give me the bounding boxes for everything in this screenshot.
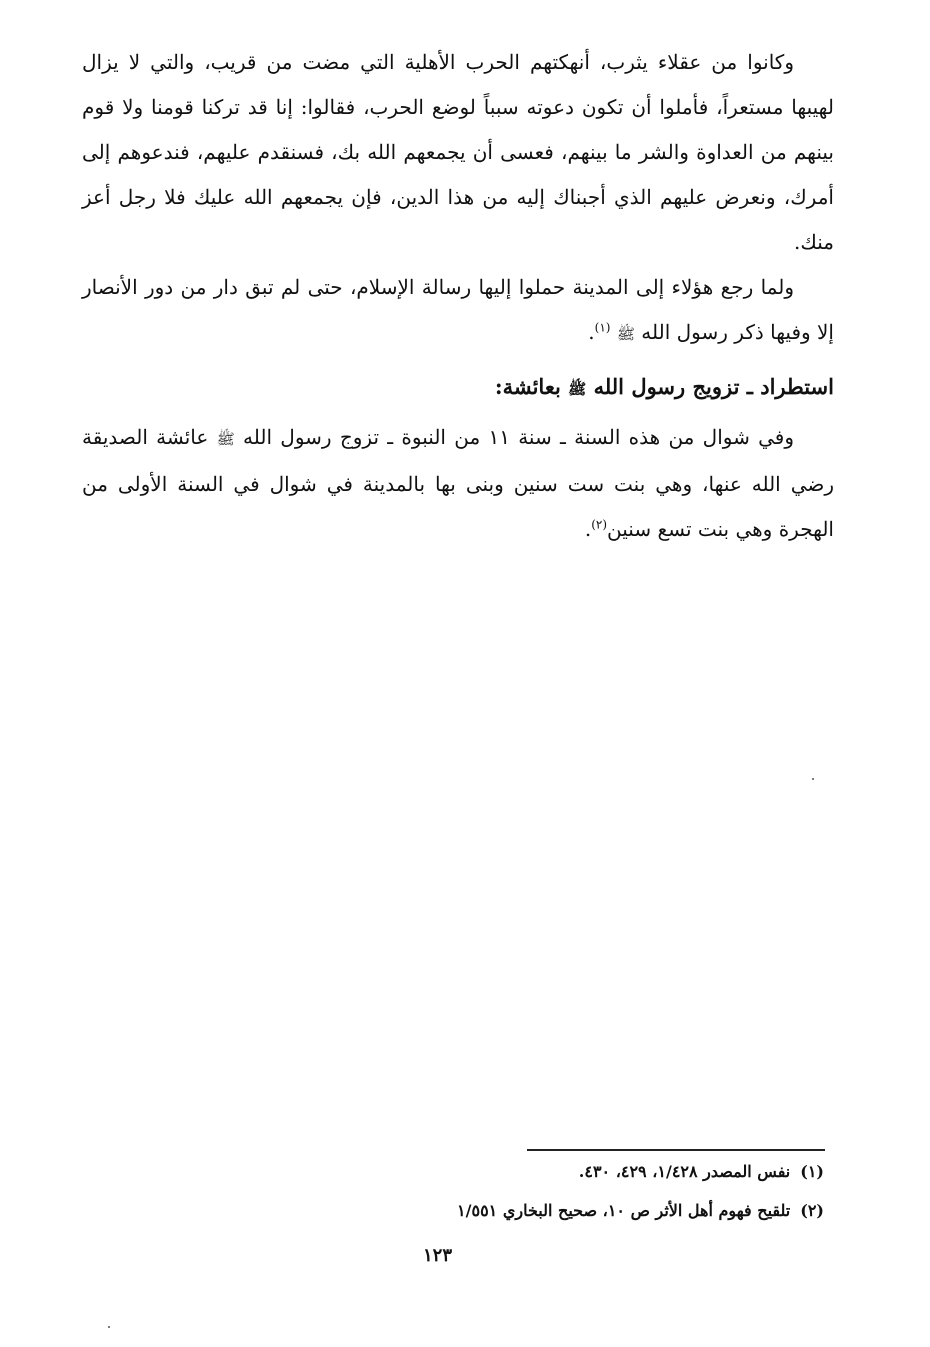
paragraph xyxy=(82,265,834,357)
footnote-number: (٢) xyxy=(800,1201,824,1220)
footnote-number: (١) xyxy=(800,1162,824,1181)
section-heading xyxy=(495,372,834,404)
paragraph xyxy=(82,415,834,552)
footnote xyxy=(457,1199,824,1223)
paragraph-text: عائشة الصديقة رضي الله عنها، وهي بنت ست سنين وبنى بها بالمدينة في شوال في السنة الأولى من الهجرة وهي بنت تسع سنين xyxy=(82,425,835,541)
sentence-end: . xyxy=(588,320,595,344)
footnote-text: نفس المصدر ١/٤٢٨، ٤٢٩، ٤٣٠. xyxy=(578,1162,791,1181)
heading-text: استطراد ـ تزويج رسول الله xyxy=(593,374,834,399)
salawat-glyph: ﷺ xyxy=(216,430,235,448)
heading-text: بعائشة: xyxy=(494,374,561,399)
scan-speck xyxy=(108,1326,110,1328)
paragraph: وكانوا من عقلاء يثرب، أنهكتهم الحرب الأهلية التي مضت من قريب، والتي لا يزال لهيبها مستعراً، فأملوا أن تكون دعوته سبباً لوضع الحرب، فقالوا: إنا قد تركنا قومنا ولا قوم بينهم من العداوة والشر ما بينهم، فعسى أن يجمعهم الله بك، فسنقدم عليهم، فندعوهم إلى أمرك، ونعرض عليهم الذي أجبناك إليه من هذا الدين، فإن يجمعهم الله عليك فلا رجل أعز منك. xyxy=(82,50,834,254)
salawat-glyph: ﷺ xyxy=(568,380,587,398)
footnote-text: تلقيح فهوم أهل الأثر ص ١٠، صحيح البخاري ١/٥٥١ xyxy=(457,1201,791,1220)
footnote-ref[interactable]: (١) xyxy=(594,320,611,335)
page-number: ١٢٣ xyxy=(423,1245,453,1266)
footnote-ref[interactable]: (٢) xyxy=(591,517,608,532)
paragraph-text: ولما رجع هؤلاء إلى المدينة حملوا إليها رسالة الإسلام، حتى لم تبق دار من دور الأنصار إلا وفيها ذكر رسول الله xyxy=(82,275,834,344)
footnote-divider xyxy=(527,1149,825,1151)
sentence-end: . xyxy=(584,517,592,541)
scan-speck xyxy=(812,778,814,780)
salawat-glyph: ﷺ xyxy=(616,325,635,343)
footnote xyxy=(579,1160,824,1184)
paragraph-text: وفي شوال من هذه السنة ـ سنة ١١ من النبوة ـ تزوج رسول الله xyxy=(243,425,795,449)
